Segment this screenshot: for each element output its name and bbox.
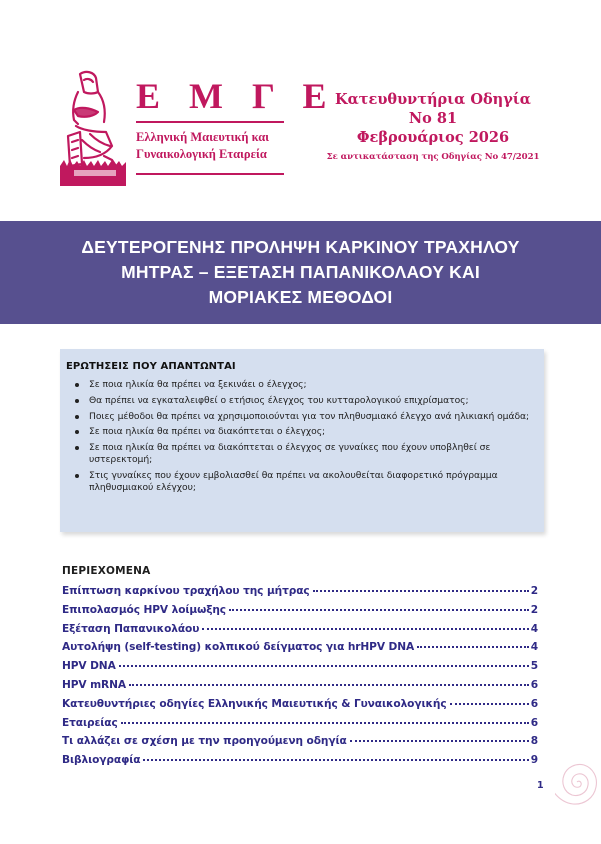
page-title-line2: ΜΗΤΡΑΣ – ΕΞΕΤΑΣΗ ΠΑΠΑΝΙΚΟΛΑΟΥ ΚΑΙ <box>121 262 480 282</box>
logo-wordmark: Ε Μ Γ Ε <box>136 76 337 116</box>
toc-entry-page: 9 <box>530 754 538 767</box>
society-name <box>136 129 296 163</box>
question-item: Σε ποια ηλικία θα πρέπει να διακόπτεται ο έλεγχος; <box>66 426 538 438</box>
toc-entry[interactable] <box>62 735 538 754</box>
society-name-line2: Γυναικολογική Εταιρεία <box>136 147 267 161</box>
page-title-line3: ΜΟΡΙΑΚΕΣ ΜΕΘΟΔΟΙ <box>208 287 393 307</box>
logo-divider <box>136 121 284 123</box>
bullet-icon <box>75 446 79 450</box>
guideline-number: Νο 81 <box>408 110 458 127</box>
toc-entry[interactable] <box>62 641 538 660</box>
logo-divider <box>136 173 284 175</box>
question-item: Θα πρέπει να εγκαταλειφθεί ο ετήσιος έλεγχος του κυτταρολογικού επιχρίσματος; <box>66 395 538 407</box>
toc-entry-page: 5 <box>530 660 538 673</box>
dot-leader <box>450 703 529 705</box>
question-item: Ποιες μέθοδοι θα πρέπει να χρησιμοποιούνται για τον πληθυσμιακό έλεγχο ανά ηλικιακή ομάδα; <box>66 411 538 423</box>
society-name-line1: Ελληνική Μαιευτική και <box>136 130 270 144</box>
toc-entry[interactable] <box>62 660 538 679</box>
toc-entry-page: 6 <box>530 697 538 710</box>
toc-entry-label: Κατευθυντήριες οδηγίες Ελληνικής Μαιευτικής & Γυναικολογικής <box>62 697 447 710</box>
dot-leader <box>119 665 529 667</box>
bullet-icon <box>75 383 79 387</box>
contents-heading: ΠΕΡΙΕΧΟΜΕΝΑ <box>62 565 151 577</box>
page-title-line1: ΔΕΥΤΕΡΟΓΕΝΗΣ ΠΡΟΛΗΨΗ ΚΑΡΚΙΝΟΥ ΤΡΑΧΗΛΟΥ <box>81 237 520 257</box>
toc-entry-label: HPV mRNA <box>62 678 126 691</box>
questions-box <box>60 349 544 532</box>
toc-entry-label: Αυτολήψη (self-testing) κολπικού δείγματος για hrHPV DNA <box>62 641 415 654</box>
toc-entry-page: 8 <box>530 735 538 748</box>
dot-leader <box>143 759 528 761</box>
dot-leader <box>129 684 529 686</box>
toc-entry-label: Εξέταση Παπανικολάου <box>62 622 200 635</box>
dot-leader <box>417 646 529 648</box>
questions-title: ΕΡΩΤΗΣΕΙΣ ΠΟΥ ΑΠΑΝΤΩΝΤΑΙ <box>66 361 236 372</box>
bullet-icon <box>75 399 79 403</box>
dot-leader <box>229 609 529 611</box>
toc-entry-page: 6 <box>530 716 538 729</box>
toc-entry-page: 4 <box>530 641 538 654</box>
toc-entry[interactable] <box>62 717 538 736</box>
toc-entry[interactable] <box>62 623 538 642</box>
toc-entry-page: 2 <box>530 603 538 616</box>
dot-leader <box>121 722 529 724</box>
toc-entry-page: 2 <box>530 585 538 597</box>
question-item: Στις γυναίκες που έχουν εμβολιασθεί θα πρέπει να ακολουθείται διαφορετικό πρόγραμμα πληθυσμιακού ελέγχου; <box>66 470 538 494</box>
guideline-info <box>318 90 548 164</box>
toc-entry-label: Επιπολασμός HPV λοίμωξης <box>62 603 226 616</box>
toc-entry[interactable] <box>62 585 538 604</box>
questions-list <box>66 379 538 495</box>
title-banner <box>0 221 601 324</box>
bullet-icon <box>75 430 79 434</box>
toc-entry-label: Βιβλιογραφία <box>62 754 141 767</box>
question-item: Σε ποια ηλικία θα πρέπει να ξεκινάει ο έλεγχος; <box>66 379 538 391</box>
page-number: 1 <box>537 780 544 791</box>
guideline-replaces: Σε αντικατάσταση της Οδηγίας Νο 47/2021 <box>326 152 540 162</box>
toc-entry-label: HPV DNA <box>62 660 116 673</box>
bullet-icon <box>75 474 79 478</box>
dot-leader <box>202 628 528 630</box>
dot-leader <box>313 590 529 592</box>
toc-entry[interactable] <box>62 754 538 773</box>
bullet-icon <box>75 415 79 419</box>
toc-entry[interactable] <box>62 679 538 698</box>
spiral-icon <box>555 758 601 810</box>
toc-entry[interactable] <box>62 698 538 717</box>
guideline-type: Κατευθυντήρια Οδηγία <box>335 91 531 108</box>
guideline-date: Φεβρουάριος 2026 <box>356 129 510 146</box>
toc-entry-page: 6 <box>530 678 538 691</box>
mother-and-child-statue-icon <box>60 70 126 186</box>
toc-entry-page: 4 <box>530 622 538 635</box>
toc-entry[interactable] <box>62 604 538 623</box>
toc-entry-label: Εταιρείας <box>62 716 118 729</box>
toc-entry-label: Επίπτωση καρκίνου τραχήλου της μήτρας <box>62 585 310 597</box>
toc-entry-label: Τι αλλάζει σε σχέση με την προηγούμενη οδηγία <box>62 735 347 748</box>
question-item: Σε ποια ηλικία θα πρέπει να διακόπτεται ο έλεγχος σε γυναίκες που έχουν υποβληθεί σε υστερεκτομή; <box>66 442 538 466</box>
page-title <box>41 235 561 310</box>
table-of-contents <box>62 585 538 773</box>
dot-leader <box>350 740 529 742</box>
